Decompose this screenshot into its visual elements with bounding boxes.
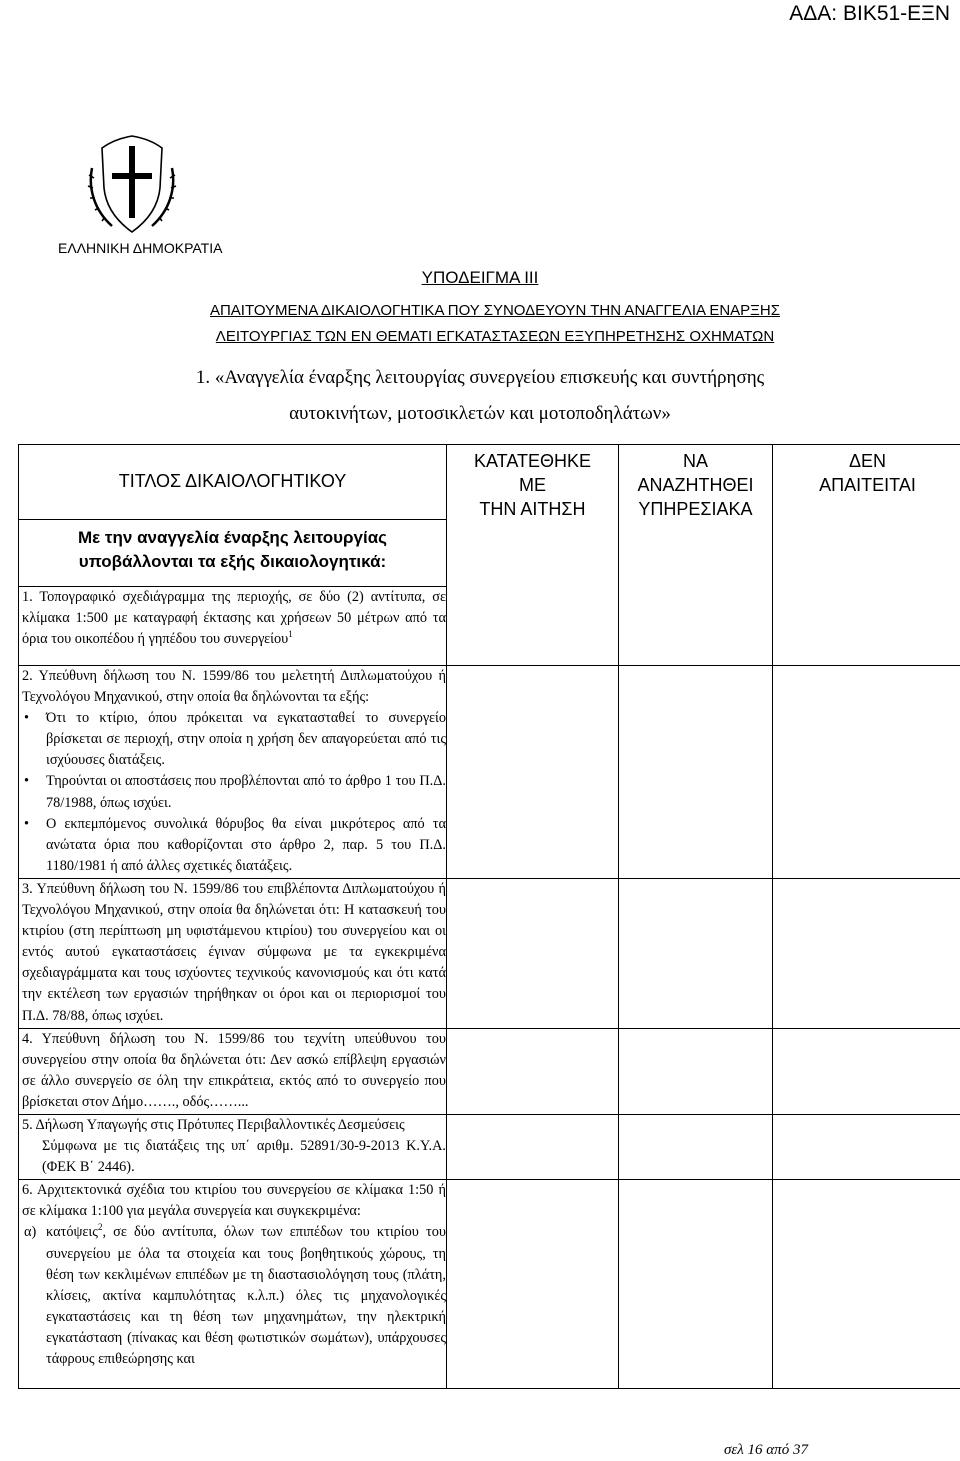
item-2 (19, 666, 447, 879)
appendix-title: ΥΠΟΔΕΙΓΜΑ ΙΙΙ (421, 268, 539, 287)
intro-line: υποβάλλονται τα εξής δικαιολογητικά: (78, 552, 387, 571)
item-6-not-required-cell (773, 1180, 960, 1389)
header-not-required-line: ΔΕΝ (848, 451, 887, 471)
item-1 (19, 587, 447, 666)
header-document-title (19, 445, 447, 520)
intro-line: Με την αναγγελία έναρξης λειτουργίας (77, 528, 388, 547)
item-5-not-required-cell (773, 1114, 960, 1179)
item-4-text: 4. Υπεύθυνη δήλωση του Ν. 1599/86 του τεχνίτη υπεύθυνου του συνεργείου στην οποία θα δηλώνεται ότι: Δεν ασκώ επίβλεψη εργασιών σε άλλο συνεργείο σε όλη την επικράτεια, εκτός από το συνεργείο που βρίσκεται στον Δήμο……., οδός……... (22, 1030, 446, 1110)
item-6-searched-cell (619, 1180, 773, 1389)
item-5-submitted-cell (447, 1114, 619, 1179)
ada-code: ΑΔΑ: ΒΙΚ51-ΕΞΝ (789, 2, 950, 25)
item-4-not-required-cell (773, 1028, 960, 1114)
heading-line-2: ΛΕΙΤΟΥΡΓΙΑΣ ΤΩΝ ΕΝ ΘΕΜΑΤΙ ΕΓΚΑΤΑΣΤΑΣΕΩΝ ΕΞΥΠΗΡΕΤΗΣΗΣ ΟΧΗΜΑΤΩΝ (215, 328, 775, 345)
item-6-text: 6. Αρχιτεκτονικά σχέδια του κτιρίου του συνεργείου σε κλίμακα 1:50 ή σε κλίμακα 1:100 για μεγάλα συνεργεία και συγκεκριμένα: (22, 1182, 446, 1220)
item-3-searched-cell (619, 878, 773, 1028)
intro-cell (19, 520, 447, 587)
item-2-submitted-cell (447, 666, 619, 879)
item-4 (19, 1028, 447, 1114)
section-heading-2: αυτοκινήτων, μοτοσικλετών και μοτοποδηλάτων» (289, 403, 671, 424)
bullet-icon: • (24, 710, 30, 727)
item-2-text: 2. Υπεύθυνη δήλωση του Ν. 1599/86 του μελετητή Διπλωματούχου ή Τεχνολόγου Μηχανικού, στην οποία θα δηλώνονται τα εξής: (22, 668, 446, 706)
item-2-bullet-text: Ο εκπεμπόμενος συνολικά θόρυβος θα είναι μικρότερος από τα ανώτατα όρια που καθορίζονται στο άρθρο 2, παρ. 5 του Π.Δ. 1180/1981 ή από άλλες σχετικές διατάξεις. (46, 815, 446, 874)
header-not-required-line: ΑΠΑΙΤΕΙΤΑΙ (819, 475, 916, 495)
subitem-a-text: κατόψεις (46, 1224, 98, 1241)
document-heading (60, 298, 930, 350)
page-number: σελ 16 από 37 (724, 1442, 808, 1458)
item-6-submitted-cell (447, 1180, 619, 1389)
item-2-not-required-cell (773, 666, 960, 879)
item-5-searched-cell (619, 1114, 773, 1179)
coat-of-arms-emblem (82, 128, 182, 240)
footnote-1-ref: 1 (288, 629, 293, 640)
header-not-required (773, 445, 960, 666)
requirements-table (18, 444, 960, 1389)
bullet-icon: • (24, 773, 30, 790)
item-5 (19, 1114, 447, 1179)
item-3 (19, 878, 447, 1028)
subitem-a-text-cont: , σε δύο αντίτυπα, όλων των επιπέδων του κτιρίου του συνεργείου με όλα τα στοιχεία και τους βοηθητικούς χώρους, τη θέση των κεκλιμένων επιπέδων με τη διαστασιολόγηση τους (πλάτη, κλίσεις, ακτίνα καμπυλότητας κ.λ.π.) όλες τις μηχανολογικές εγκαταστάσεις και τη θέση των μηχανημάτων, την ηλεκτρική εγκατάσταση (πίνακας και θέση φωτιστικών σωμάτων), υπάρχουσες τάφρους επιθεώρησης και (46, 1224, 446, 1367)
footnote-2-ref: 2 (97, 1222, 103, 1233)
item-5-text: 5. Δήλωση Υπαγωγής στις Πρότυπες Περιβαλλοντικές Δεσμεύσεις (22, 1116, 405, 1133)
header-submitted-line: ΜΕ (519, 475, 546, 495)
item-3-text: 3. Υπεύθυνη δήλωση του Ν. 1599/86 του επιβλέποντα Διπλωματούχου ή Τεχνολόγου Μηχανικού, στην οποία θα δηλώνεται ότι: Η κατασκευή του κτιρίου (στη περίπτωση μη υφιστάμενου κτιρίου) του συνεργείου και οι εντός αυτού εγκαταστάσεις έγιναν σύμφωνα με τα εγκεκριμένα σχεδιαγράμματα και τους ισχύοντες τεχνικούς κανονισμούς και ότι κατά την εκτέλεση των εργασιών τηρήθηκαν οι όροι και οι περιορισμοί του Π.Δ. 78/88, όπως ισχύει. (22, 880, 446, 1024)
item-4-searched-cell (619, 1028, 773, 1114)
item-2-bullet-text: Τηρούνται οι αποστάσεις που προβλέπονται από το άρθρο 1 του Π.Δ. 78/1988, όπως ισχύει. (46, 773, 446, 811)
issuer-state: ΕΛΛΗΝΙΚΗ ΔΗΜΟΚΡΑΤΙΑ (58, 240, 223, 256)
heading-line-1: ΑΠΑΙΤΟΥΜΕΝΑ ΔΙΚΑΙΟΛΟΓΗΤΙΚΑ ΠΟΥ ΣΥΝΟΔΕΥΟΥΝ ΤΗΝ ΑΝΑΓΓΕΛΙΑ ΕΝΑΡΞΗΣ (209, 302, 781, 319)
item-2-bullet (22, 708, 446, 771)
subitem-a-label: α) (24, 1224, 37, 1241)
header-searched-line: ΑΝΑΖΗΤΗΘΕΙ (637, 475, 754, 495)
item-3-submitted-cell (447, 878, 619, 1028)
item-2-bullet (22, 771, 446, 813)
section-heading-1: 1. «Αναγγελία έναρξης λειτουργίας συνεργείου επισκευής και συντήρησης (195, 367, 765, 388)
header-searched-line: ΝΑ (682, 451, 708, 471)
header-submitted-line: ΤΗΝ ΑΙΤΗΣΗ (479, 499, 586, 519)
header-searched-line: ΥΠΗΡΕΣΙΑΚΑ (638, 499, 753, 519)
item-5-subtext: Σύμφωνα με τις διατάξεις της υπ΄ αριθμ. 52891/30-9-2013 Κ.Υ.Α. (ΦΕΚ Β΄ 2446). (42, 1138, 446, 1176)
item-6 (19, 1180, 447, 1389)
item-2-searched-cell (619, 666, 773, 879)
item-2-bullet-text: Ότι το κτίριο, όπου πρόκειται να εγκατασταθεί το συνεργείο βρίσκεται σε περιοχή, στην οποία η χρήση δεν απαγορεύεται από τις ισχύουσες διατάξεις. (46, 710, 446, 769)
item-2-bullet (22, 814, 446, 877)
header-submitted (447, 445, 619, 666)
item-3-not-required-cell (773, 878, 960, 1028)
bullet-icon: • (24, 815, 30, 832)
item-4-submitted-cell (447, 1028, 619, 1114)
item-1-text: 1. Τοπογραφικό σχεδιάγραμμα της περιοχής, σε δύο (2) αντίτυπα, σε κλίμακα 1:500 με καταγραφή έκτασης και χρήσεων 50 μέτρων από τα όρια του οικοπέδου ή γηπέδου του συνεργείου (22, 589, 446, 648)
header-to-be-searched (619, 445, 773, 666)
header-submitted-line: ΚΑΤΑΤΕΘΗΚΕ (473, 451, 592, 471)
item-6-subitem-a (22, 1222, 446, 1370)
header-document-title-text: ΤΙΤΛΟΣ ΔΙΚΑΙΟΛΟΓΗΤΙΚΟΥ (118, 471, 347, 491)
